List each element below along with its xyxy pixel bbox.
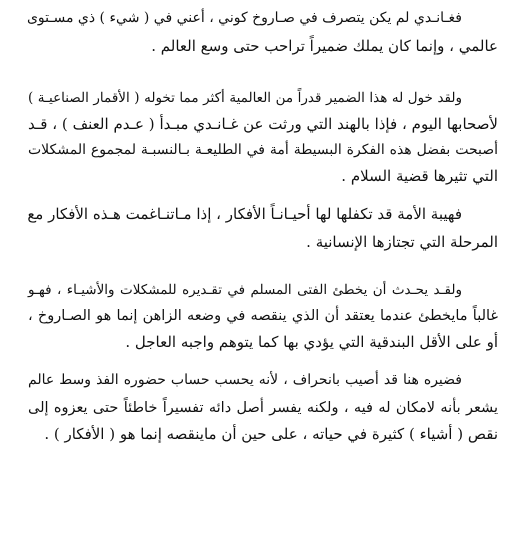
paragraph-2-line-2: لأصحابها اليوم ، فإذا بالهند التي ورثت عن غـانـدي مبـدأ ( عـدم العنف ) ، قـد: [28, 115, 498, 133]
paragraph-3-line-1: فهيبة الأمة قد تكفلها لها أحيـانـاً الأفكار ، إذا مـاتنـاغمت هـذه الأفكار مع: [27, 205, 462, 223]
paragraph-5-line-2: يشعر بأنه لامكان له فيه ، ولكنه يفسر أصل دائه تفسيراً خاطئاً حتى يعزوه إلى: [28, 400, 498, 416]
paragraph-2-line-4: التي تثيرها قضية السلام .: [341, 167, 498, 185]
paragraph-2-line-1: ولقد خول له هذا الضمير قدراً من العالمية أكثر مما تخوله ( الأقمار الصناعيـة ): [28, 90, 462, 106]
paragraph-4-line-1: ولقـد يحـدث أن يخطئ الفتى المسلم في تقـديره للمشكلات والأشيـاء ، فهـو: [28, 282, 462, 298]
paragraph-1-line-2: عالمي ، وإنما كان يملك ضميراً تراحب حتى وسع العالم .: [151, 37, 498, 55]
paragraph-4-line-3: أو على الأقل البندقية التي يؤدي بها كما يتوهم واجبه العاجل .: [125, 333, 498, 351]
paragraph-5-line-3: نقص ( أشياء ) كثيرة في حياته ، على حين أن ماينقصه إنما هو ( الأفكار ) .: [44, 425, 498, 443]
paragraph-3-line-2: المرحلة التي تجتازها الإنسانية .: [306, 233, 498, 251]
paragraph-5-line-1: فضيره هنا قد أصيب بانحراف ، لأنه يحسب حساب حضوره الفذ وسط عالم: [28, 372, 462, 388]
paragraph-2-line-3: أصبحت بفضل هذه الفكرة البسيطة أمة في الطليعـة بـالنسبـة لمجموع المشكلات: [28, 142, 498, 158]
paragraph-4-line-2: غالباً مايخطئ عندما يعتقد أن الذي ينقصه في وضعه الزاهن إنما هو الصـاروخ ،: [28, 308, 498, 324]
paragraph-1-line-1: فغـانـدي لم يكن يتصرف في صـاروخ كوني ، أعني في ( شيء ) ذي مسـتوى: [26, 10, 462, 26]
